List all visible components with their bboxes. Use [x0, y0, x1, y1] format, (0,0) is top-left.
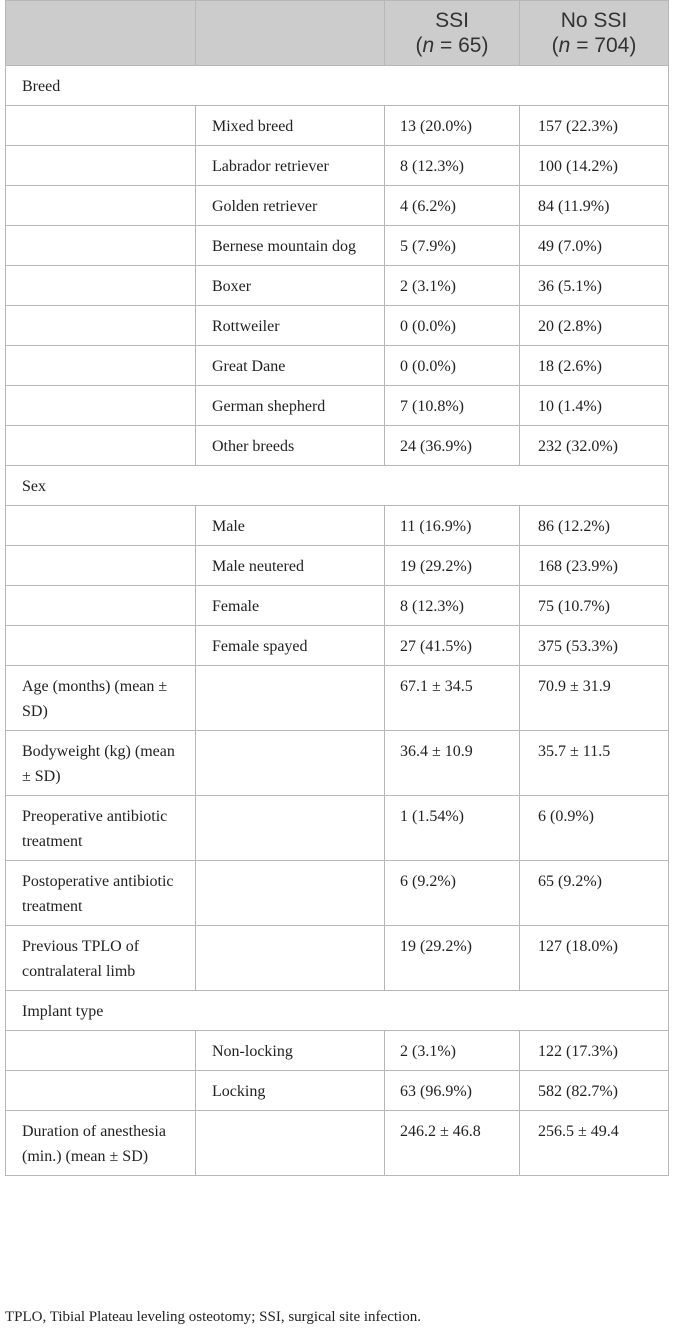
ssi-value: 5 (7.9%)	[385, 226, 520, 266]
header-ssi	[385, 1, 520, 66]
ssi-value: 8 (12.3%)	[385, 586, 520, 626]
table-footnote: TPLO, Tibial Plateau leveling osteotomy; SSI, surgical site infection.	[5, 1309, 421, 1325]
no-ssi-value: 49 (7.0%)	[520, 226, 669, 266]
table-row	[6, 1031, 669, 1071]
row-label: Great Dane	[196, 346, 385, 386]
row-label: Bodyweight (kg) (mean ± SD)	[6, 731, 196, 796]
table-row	[6, 546, 669, 586]
row-label: Rottweiler	[196, 306, 385, 346]
ssi-value: 19 (29.2%)	[385, 926, 520, 991]
row-label: Boxer	[196, 266, 385, 306]
ssi-value: 27 (41.5%)	[385, 626, 520, 666]
row-label: Female spayed	[196, 626, 385, 666]
data-table	[5, 0, 669, 1176]
table-row	[6, 386, 669, 426]
header-blank-2	[196, 1, 385, 66]
row-label: Male neutered	[196, 546, 385, 586]
no-ssi-value: 70.9 ± 31.9	[520, 666, 669, 731]
no-ssi-value: 157 (22.3%)	[520, 106, 669, 146]
ssi-value: 0 (0.0%)	[385, 306, 520, 346]
row-label: German shepherd	[196, 386, 385, 426]
ssi-value: 7 (10.8%)	[385, 386, 520, 426]
header-row	[6, 1, 669, 66]
row-label: Previous TPLO of contralateral limb	[6, 926, 196, 991]
no-ssi-value: 6 (0.9%)	[520, 796, 669, 861]
row-label: Preoperative antibiotic treatment	[6, 796, 196, 861]
ssi-value: 2 (3.1%)	[385, 266, 520, 306]
row-label: Postoperative antibiotic treatment	[6, 861, 196, 926]
no-ssi-value: 75 (10.7%)	[520, 586, 669, 626]
table-row	[6, 506, 669, 546]
row-label: Male	[196, 506, 385, 546]
table-row	[6, 731, 669, 796]
ssi-value: 1 (1.54%)	[385, 796, 520, 861]
section-row-breed	[6, 66, 669, 106]
ssi-value: 67.1 ± 34.5	[385, 666, 520, 731]
row-label: Non-locking	[196, 1031, 385, 1071]
table-row	[6, 926, 669, 991]
no-ssi-value: 20 (2.8%)	[520, 306, 669, 346]
no-ssi-value: 35.7 ± 11.5	[520, 731, 669, 796]
ssi-value: 63 (96.9%)	[385, 1071, 520, 1111]
row-label: Other breeds	[196, 426, 385, 466]
ssi-value: 36.4 ± 10.9	[385, 731, 520, 796]
header-ssi-label: SSI	[435, 9, 469, 32]
section-row-implant	[6, 991, 669, 1031]
table-row	[6, 266, 669, 306]
row-label: Golden retriever	[196, 186, 385, 226]
no-ssi-value: 18 (2.6%)	[520, 346, 669, 386]
ssi-value: 8 (12.3%)	[385, 146, 520, 186]
no-ssi-value: 256.5 ± 49.4	[520, 1111, 669, 1176]
ssi-value: 4 (6.2%)	[385, 186, 520, 226]
table-row	[6, 306, 669, 346]
row-label: Locking	[196, 1071, 385, 1111]
section-implant-type: Implant type	[6, 991, 669, 1031]
table-row	[6, 666, 669, 731]
ssi-value: 2 (3.1%)	[385, 1031, 520, 1071]
ssi-value: 19 (29.2%)	[385, 546, 520, 586]
header-no-ssi-n: (n = 704)	[551, 34, 637, 57]
n-symbol: n	[558, 34, 571, 57]
table-row	[6, 186, 669, 226]
row-label: Bernese mountain dog	[196, 226, 385, 266]
table-row	[6, 426, 669, 466]
table-row	[6, 1111, 669, 1176]
no-ssi-value: 168 (23.9%)	[520, 546, 669, 586]
table-row	[6, 346, 669, 386]
section-breed: Breed	[6, 66, 669, 106]
header-no-ssi-label: No SSI	[560, 9, 628, 32]
ssi-value: 246.2 ± 46.8	[385, 1111, 520, 1176]
n-symbol: n	[422, 34, 435, 57]
no-ssi-value: 36 (5.1%)	[520, 266, 669, 306]
table-row	[6, 106, 669, 146]
no-ssi-value: 84 (11.9%)	[520, 186, 669, 226]
ssi-value: 11 (16.9%)	[385, 506, 520, 546]
header-blank-1	[6, 1, 196, 66]
table-row	[6, 1071, 669, 1111]
table-row	[6, 626, 669, 666]
no-ssi-value: 582 (82.7%)	[520, 1071, 669, 1111]
no-ssi-value: 86 (12.2%)	[520, 506, 669, 546]
table-row	[6, 586, 669, 626]
no-ssi-value: 100 (14.2%)	[520, 146, 669, 186]
no-ssi-value: 10 (1.4%)	[520, 386, 669, 426]
no-ssi-value: 65 (9.2%)	[520, 861, 669, 926]
ssi-value: 13 (20.0%)	[385, 106, 520, 146]
no-ssi-value: 375 (53.3%)	[520, 626, 669, 666]
row-label: Labrador retriever	[196, 146, 385, 186]
table-row	[6, 861, 669, 926]
row-label: Mixed breed	[196, 106, 385, 146]
no-ssi-value: 127 (18.0%)	[520, 926, 669, 991]
row-label: Age (months) (mean ± SD)	[6, 666, 196, 731]
no-ssi-value: 122 (17.3%)	[520, 1031, 669, 1071]
table-row	[6, 796, 669, 861]
no-ssi-value: 232 (32.0%)	[520, 426, 669, 466]
table-row	[6, 146, 669, 186]
section-row-sex	[6, 466, 669, 506]
header-ssi-n: (n = 65)	[415, 34, 489, 57]
section-sex: Sex	[6, 466, 669, 506]
ssi-value: 24 (36.9%)	[385, 426, 520, 466]
row-label: Duration of anesthesia (min.) (mean ± SD)	[6, 1111, 196, 1176]
table-row	[6, 226, 669, 266]
header-no-ssi	[520, 1, 669, 66]
row-label: Female	[196, 586, 385, 626]
ssi-value: 6 (9.2%)	[385, 861, 520, 926]
ssi-value: 0 (0.0%)	[385, 346, 520, 386]
